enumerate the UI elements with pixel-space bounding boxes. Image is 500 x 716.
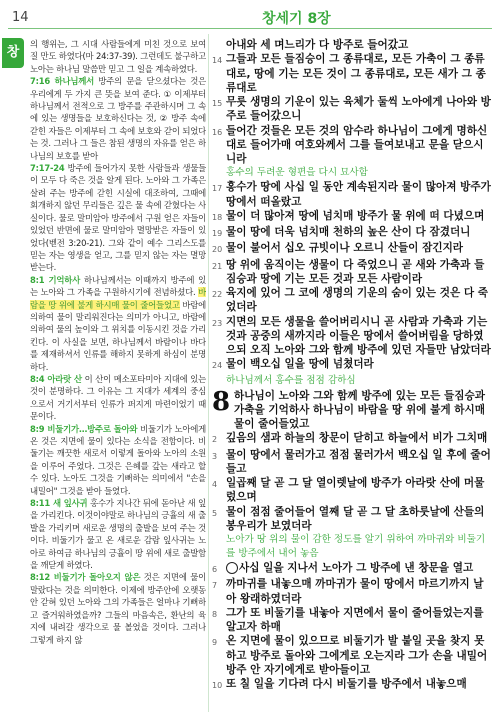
verse xyxy=(212,315,492,358)
verse-text xyxy=(226,677,492,691)
verse-number: 14 xyxy=(212,56,223,66)
commentary-reference: 8:11 새 잎사귀 xyxy=(30,498,88,509)
commentary-reference: 7:17-24 xyxy=(30,163,65,174)
verse-text xyxy=(226,180,492,209)
verse-text xyxy=(226,209,492,223)
verse xyxy=(212,180,492,209)
verse xyxy=(212,476,492,505)
verse-text: 하나님이 노아와 그와 함께 방주에 있는 모든 들짐승과 가축을 기억하사 하나님이 바람을 땅 위에 불게 하시매 물이 줄어들었고 xyxy=(234,389,485,430)
verse-text xyxy=(226,505,492,534)
verse-text xyxy=(226,634,492,677)
verse xyxy=(212,225,492,241)
commentary-text: 것은 지면에 물이 말랐다는 것을 의미한다. 이제에 방주안에 오랫동안 갇혀 있던 노아와 그의 가족들은 얼마나 기뻐하고 즐거워하였을까? 그들의 마음속은, 환난의 육지에 내려갈 생각으로 물 볼었을 것이다. 그러나 그렇게 하지 않 xyxy=(30,572,206,645)
verse-text-content: 또 칠 일을 기다려 다시 비둘기를 방주에서 내놓으매 xyxy=(226,678,467,690)
commentary-paragraph xyxy=(30,162,206,274)
verse-text-content: 들어간 것들은 모든 것의 암수라 하나님이 그에게 명하신 대로 들어가매 여호와께서 그를 들여보내고 문을 닫으시니라 xyxy=(226,124,488,165)
verse-text xyxy=(226,315,492,358)
commentary-paragraph xyxy=(30,497,206,571)
verse-text-content: 육지에 있어 그 코에 생명의 기운의 숨이 있는 것은 다 죽었더라 xyxy=(226,287,489,314)
chapter-number: 8 xyxy=(212,386,231,417)
commentary-paragraph xyxy=(30,274,206,373)
commentary-text: 하나님께서는 이때까지 방주에 있는 노아와 그 가족을 구원하시기에 전념하셨다. xyxy=(30,274,206,298)
commentary-text: 의 행위는, 그 시대 사람들에게 미친 것으로 보여질 만도 하였다(마 24:37-39). 그런데도 불구하고 노아는 하나님 말씀만 믿고 그 일을 계속하였다. xyxy=(30,39,206,74)
verse-text-content: 사십 일을 지나서 노아가 그 방주에 낸 창문을 열고 xyxy=(239,562,474,574)
section-heading: 노아가 땅 위의 물이 감한 정도를 알기 위하여 까마귀와 비둘기를 방주에서 내어 놓음 xyxy=(226,534,486,559)
verse-number: 16 xyxy=(212,127,223,137)
verse-text-content: 깊음의 샘과 하늘의 창문이 닫히고 하늘에서 비가 그치매 xyxy=(226,432,488,445)
commentary-reference: 8:12 비둘기가 돌아오지 않은 xyxy=(30,572,141,583)
verse xyxy=(212,209,492,225)
page-header xyxy=(0,0,500,34)
commentary-paragraph xyxy=(30,571,206,645)
verse-text-content: 물이 백오십 일을 땅에 넘쳤더라 xyxy=(226,358,374,371)
page-number: 14 xyxy=(12,10,29,25)
commentary-text: 바람에 의하여 물이 말리워진다는 의미가 아니고, 바람에 의하여 물의 높이와 그 위치를 이동시킨 것을 가리킨다. 이 사실을 보면, 하나님께서 바람이나 바다를 제재하셔서 인류를 해하지 못하게 하심이 분명하다. xyxy=(30,299,206,372)
verse-text-content: 물이 점점 줄어들어 열째 달 곧 그 달 초하룻날에 산들의 봉우리가 보였더라 xyxy=(226,505,485,532)
verse-text xyxy=(226,357,492,371)
commentary-highlight: 바람을 땅 위에 불게 하시매 물이 줄어들었고 xyxy=(30,287,206,310)
verse-number: 2 xyxy=(212,435,218,445)
verse-number: 5 xyxy=(212,508,218,518)
verse-text-content: 물이 땅에서 물러가고 점점 물러가서 백오십 일 후에 줄어들고 xyxy=(226,448,491,475)
commentary-text: 이 산이 메소포타미아 지대에 있는 것이 분명하다. 그 이유는 그 지대가 세계의 중심으로서 거기서부터 인류가 퍼지게 마련이었기 때문이다. xyxy=(30,373,206,422)
verse-number: 7 xyxy=(212,581,218,591)
section-heading: 하나님께서 홍수를 점점 감하심 xyxy=(226,374,356,386)
verse xyxy=(212,561,492,577)
verse xyxy=(212,634,492,677)
verse-text xyxy=(226,431,492,445)
verse-text-content: 온 지면에 물이 있으므로 비둘기가 발 붙일 곳을 찾지 못하고 방주로 돌아와 그에게로 오는지라 그가 손을 내밀어 방주 안 자기에게로 받아들이고 xyxy=(226,635,488,676)
verse-number: 15 xyxy=(212,99,223,108)
verse xyxy=(212,431,492,447)
verse-number: 17 xyxy=(212,184,223,194)
commentary-reference: 8:4 아라랏 산 xyxy=(30,373,82,384)
scripture-column xyxy=(212,38,492,710)
verse-text xyxy=(226,286,492,315)
commentary-paragraph xyxy=(30,373,206,423)
verse xyxy=(212,357,492,373)
commentary-reference: 8:9 비둘기가…방주로 돌아와 xyxy=(30,423,138,434)
verse-number: 4 xyxy=(212,480,218,489)
verse-text xyxy=(226,258,492,287)
commentary-reference: 8:1 기억하사 xyxy=(30,274,81,285)
verse-text-content: 일곱째 달 곧 그 달 열이렛날에 방주가 아라랏 산에 머물렀으며 xyxy=(226,477,485,504)
commentary-paragraph xyxy=(30,75,206,162)
verse xyxy=(212,577,492,606)
commentary-text: 방주에 들어가지 못한 사람들과 생물들이 모두 다 죽은 것을 알게 된다. 노아와 그 가족은 살려 주는 방주에 갇힌 시실에 대조하여, 그때에 회개하지 않던 무리들은 깊은 물 속에 갇혔다는 사실이다. 물로 말미암아 방주에서 구원 얻은 자들이 있었던 반면에 물로 말미암아 멸망받은 자들이 있었다(벧전 3:20-21). 그와 같이 예수 그리스도를 믿는 자는 영생을 얻고, 그를 믿지 않는 자는 멸망 받는다. xyxy=(30,163,206,273)
verse-text-content: 까마귀를 내놓으매 까마귀가 물이 땅에서 마르기까지 날아 왕래하였더라 xyxy=(226,578,484,605)
commentary-paragraph xyxy=(30,38,206,75)
section-heading: 홍수의 두려운 형편을 다시 묘사함 xyxy=(226,167,368,179)
verse-text-content: 땅 위에 움직이는 생물이 다 죽었으니 곧 새와 가축과 들짐승과 땅에 기는 모든 것과 모든 사람이라 xyxy=(226,258,485,285)
verse-text xyxy=(226,561,492,575)
verse xyxy=(212,95,492,124)
verse-text xyxy=(226,95,492,124)
verse-number: 23 xyxy=(212,318,223,328)
verse-text xyxy=(226,241,492,255)
verse xyxy=(212,677,492,693)
verse-text xyxy=(226,577,492,606)
verse-number: 20 xyxy=(212,245,223,255)
verse-text xyxy=(226,476,492,505)
commentary-column xyxy=(30,38,206,710)
verse xyxy=(212,258,492,287)
chapter-start xyxy=(212,386,492,432)
verse-text xyxy=(226,606,492,635)
verse-number: 19 xyxy=(212,229,223,238)
verse-text-content: 지면의 모든 생물을 쓸어버리시니 곧 사람과 가축과 기는 것과 공중의 새까지라 이들은 땅에서 쓸어버림을 당하였으되 오직 노아와 그와 함께 방주에 있던 자들만 남았더라 xyxy=(226,315,491,356)
verse-number: 22 xyxy=(212,290,223,299)
paragraph-marker-icon xyxy=(226,562,238,574)
verse xyxy=(212,505,492,534)
verse-number: 10 xyxy=(212,681,223,690)
commentary-reference: 7:16 하나님께서 xyxy=(30,76,95,87)
book-side-tab: 창 xyxy=(2,38,24,68)
verse-continuation: 아내와 세 며느리가 다 방주로 들어갔고 xyxy=(226,39,409,51)
verse-text xyxy=(226,225,492,239)
verse xyxy=(212,52,492,95)
verse-number: 8 xyxy=(212,609,218,619)
verse xyxy=(212,286,492,315)
commentary-text: 비둘기가 노아에게 온 것은 지면에 물이 있다는 소식을 전함이다. 비둘기는 깨끗한 새로서 이렇게 돌아와 노아의 소원을 이루어 주었다. 그것은 은혜를 갚는 새라고 할 수 있다. 노아도 그것을 기뻐하는 의미에서 "손을 내밀어" 그것을 받아 들였다. xyxy=(30,423,206,496)
verse-text-content: 홍수가 땅에 사십 일 동안 계속된지라 물이 많아져 방주가 땅에서 떠올랐고 xyxy=(226,181,491,208)
verse-number: 6 xyxy=(212,565,218,574)
verse-number: 3 xyxy=(212,451,218,461)
verse-text-content: 물이 땅에 더욱 넘치매 천하의 높은 산이 다 잠겼더니 xyxy=(226,226,471,238)
verse-text-content: 무릇 생명의 기운이 있는 육체가 둘씩 노아에게 나아와 방주로 들어갔으니 xyxy=(226,96,491,123)
verse-number: 24 xyxy=(212,361,223,371)
verse-text xyxy=(226,52,492,95)
verse xyxy=(212,241,492,257)
verse-number: 21 xyxy=(212,261,223,271)
verse-text-content: 물이 불어서 십오 규빗이나 오르니 산들이 잠긴지라 xyxy=(226,242,464,255)
verse-text-content: 그들과 모든 들짐승이 그 종류대로, 모든 가축이 그 종류대로, 땅에 기는 모든 것이 그 종류대로, 모든 새가 그 종류대로 xyxy=(226,53,486,94)
verse-text xyxy=(226,124,492,167)
chapter-title: 창세기 8장 xyxy=(262,11,331,27)
verse xyxy=(212,124,492,167)
verse xyxy=(212,606,492,635)
verse-text xyxy=(226,448,492,477)
commentary-paragraph xyxy=(30,423,206,497)
column-divider xyxy=(208,34,209,712)
commentary-text: 방주의 문을 닫으셨다는 것은 우리에게 두 가지 큰 뜻을 보여 준다. ① 이제부터 하나님께서 전적으로 그 방주를 주관하시며 그 속에 있는 생명들을 보호하신다는 것, ② 방주 속에 갇힌 자들은 이제부터 그 속에 보호와 갇이 되었다는 것. 그러나 그 들은 참된 생명의 자유를 얻은 하나님의 보호를 받아 xyxy=(30,76,206,161)
verse-number: 9 xyxy=(212,638,218,648)
commentary-text: 홍수가 지나간 뒤에 돋아난 새 잎을 가리킨다. 이것이야말로 하나님의 긍휼의 새 출발을 가리키며 새로운 생명의 출발을 보여 주는 것이다. 비둘기가 물고 온 새로운 감람 잎사귀는 노아로 하여금 하나님의 긍휼이 땅 위에 새로 출발함을 깨닫게 하였다. xyxy=(30,498,206,571)
verse-text-content: 그가 또 비둘기를 내놓아 지면에서 물이 줄어들었는지를 알고자 하매 xyxy=(226,606,484,633)
verse xyxy=(212,448,492,477)
header-rule xyxy=(8,28,492,29)
verse-text-content: 물이 더 많아져 땅에 넘치매 방주가 물 위에 떠 다녔으며 xyxy=(226,209,485,222)
verse-number: 18 xyxy=(212,212,223,222)
